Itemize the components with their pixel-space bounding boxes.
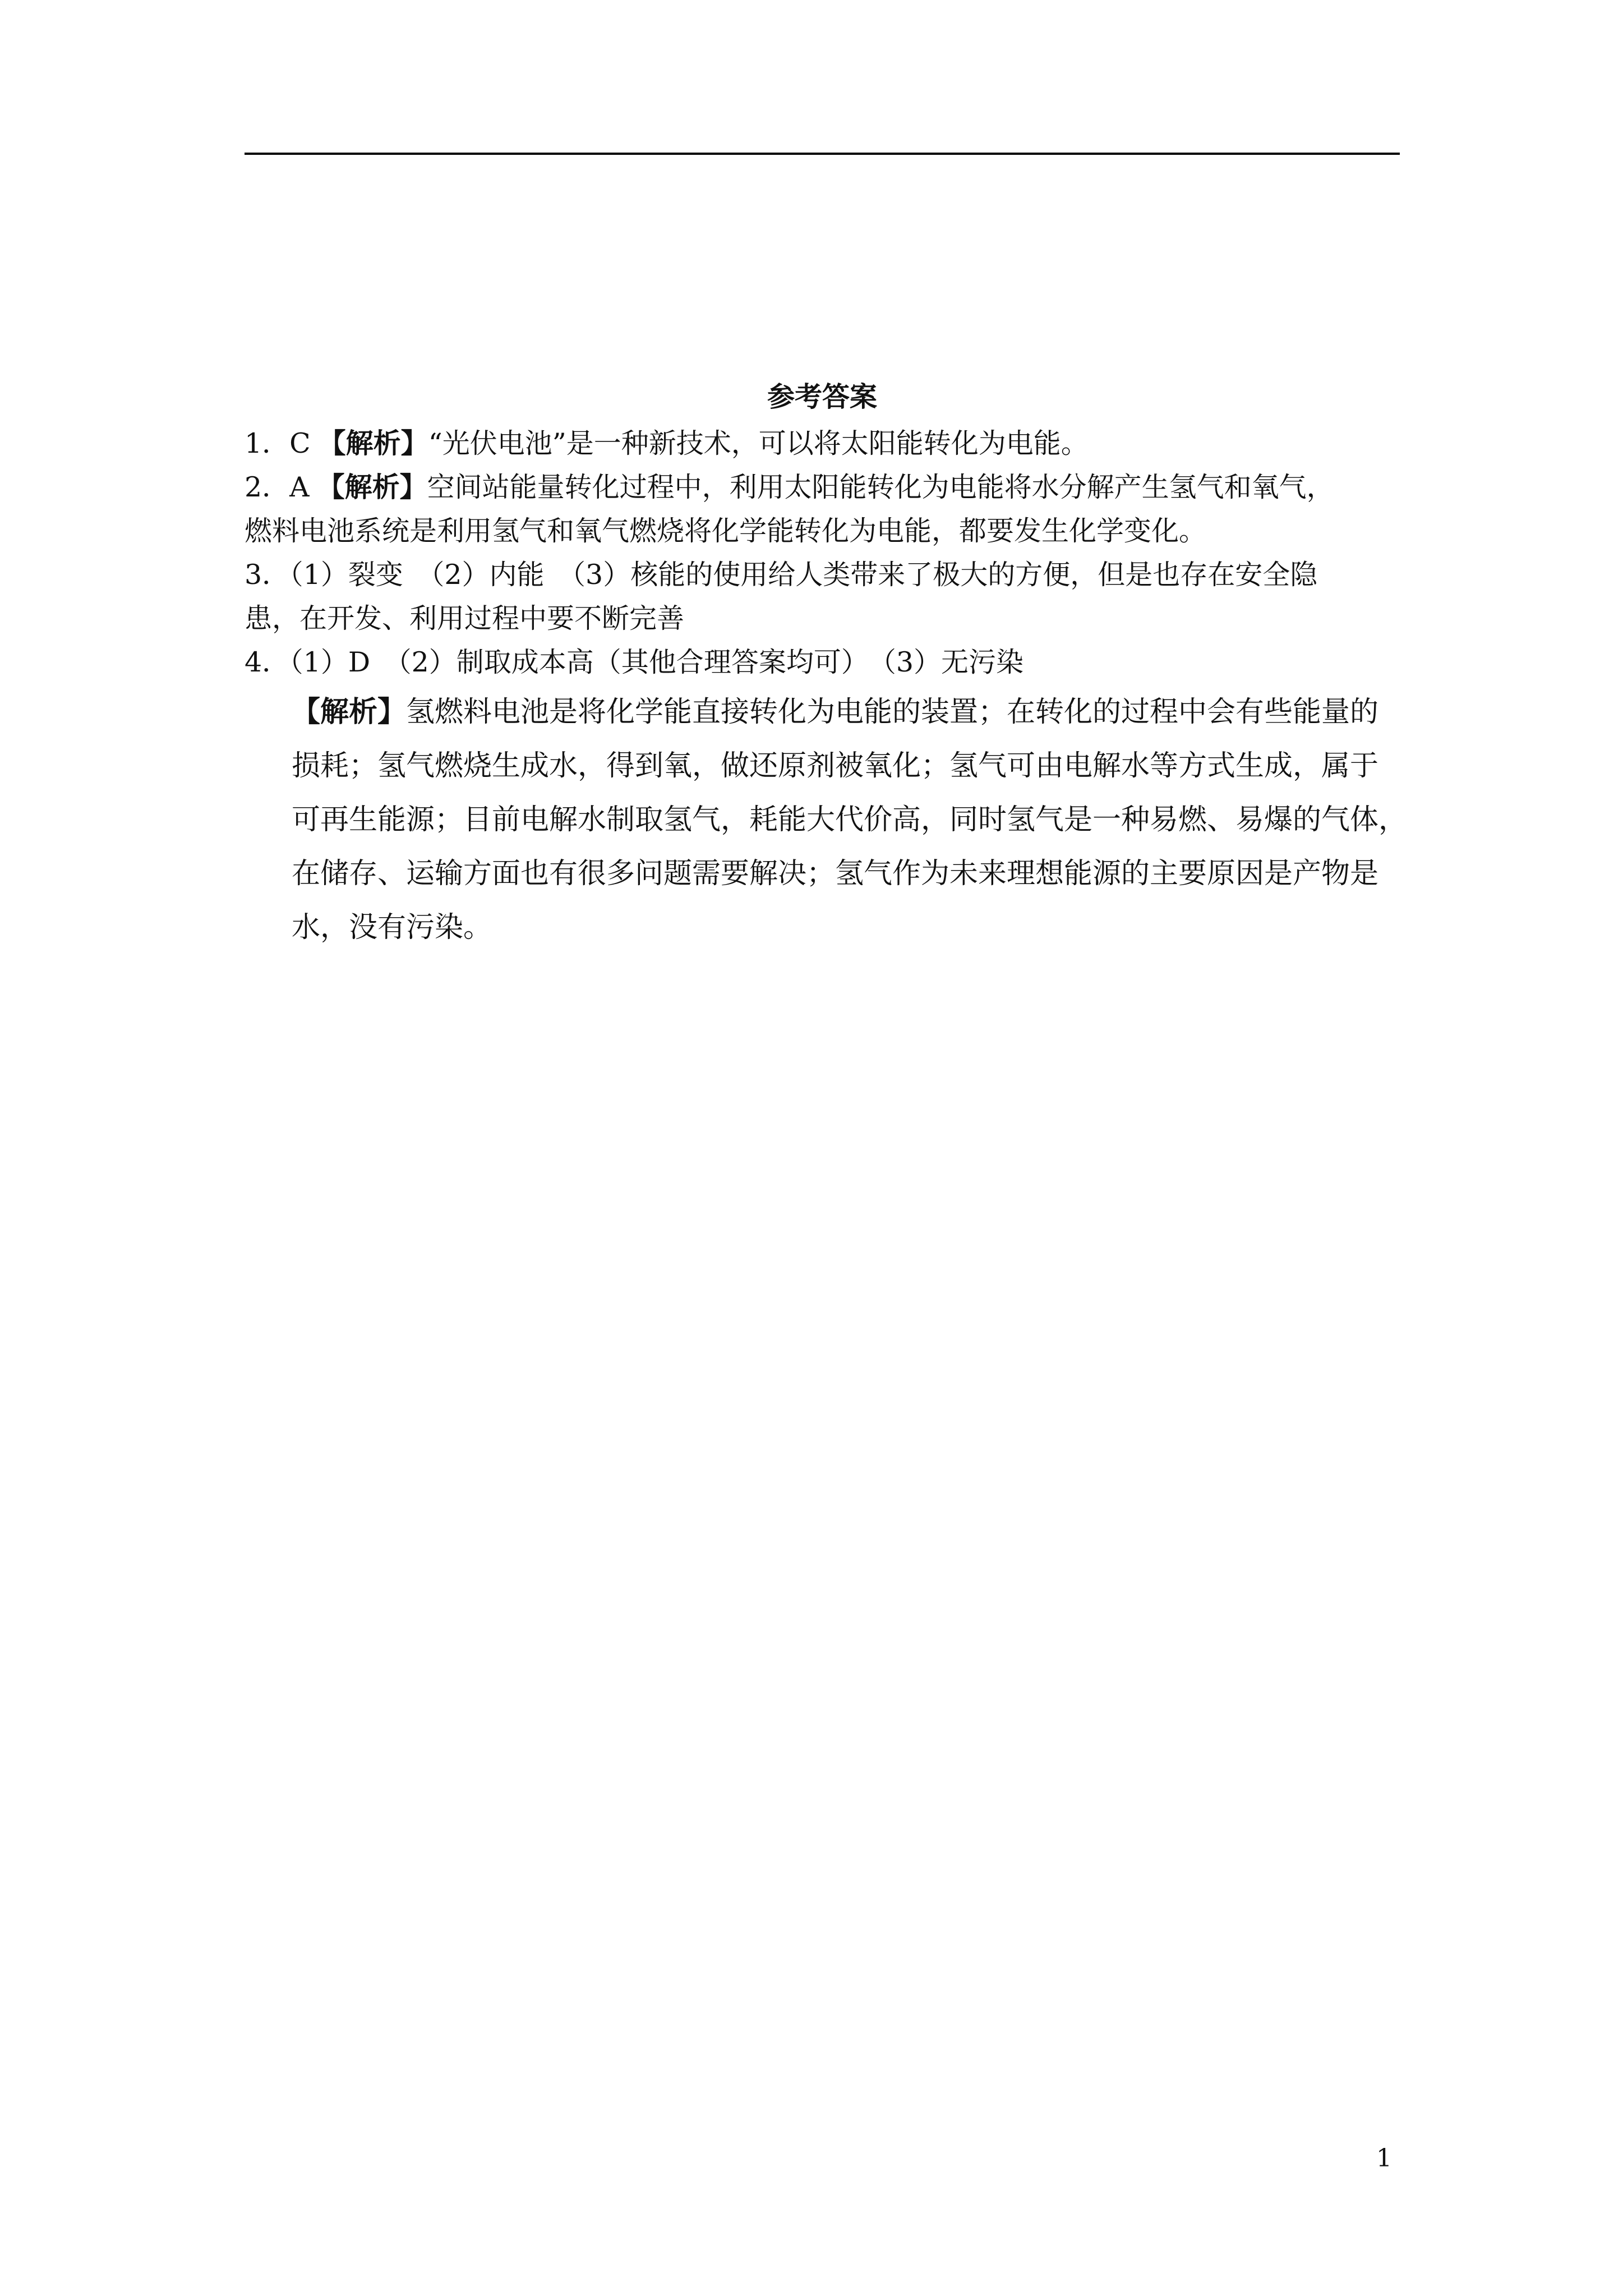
answer-key (245, 376, 1408, 955)
answer-1-line: “光伏电池”是一种新技术，可以将太阳能转化为电能。 (428, 427, 1089, 459)
answer-2-analysis-tag: 【解析】 (317, 471, 427, 503)
answer-2-number: 2．A (245, 471, 310, 503)
page-title: 参考答案 (767, 381, 877, 413)
answer-1 (245, 422, 1400, 466)
answer-1-analysis-tag: 【解析】 (318, 427, 428, 459)
answer-2-first-line (245, 466, 1400, 509)
explanation-line: 损耗；氢气燃烧生成水，得到氧，做还原剂被氧化；氢气可由电解水等方式生成，属于 (292, 749, 1379, 783)
explanation-line: 可再生能源；目前电解水制取氢气，耗能大代价高，同时氢气是一种易燃、易爆的气体， (292, 803, 1408, 836)
explanation-line: 氢燃料电池是将化学能直接转化为电能的装置；在转化的过程中会有些能量的 (406, 696, 1379, 729)
answer-3-line: 3．（1）裂变 （2）内能 （3）核能的使用给人类带来了极大的方便，但是也存在安全隐 (245, 559, 1318, 591)
answer-2-line: 空间站能量转化过程中，利用太阳能转化为电能将水分解产生氢气和氧气， (427, 471, 1334, 503)
answer-2 (245, 466, 1400, 553)
header-rule (245, 153, 1400, 155)
answer-4-line: 4．（1）D （2）制取成本高（其他合理答案均可） （3）无污染 (245, 646, 1023, 678)
answer-3 (245, 553, 1400, 641)
answer-4 (245, 641, 1400, 684)
answer-4-analysis-tag: 【解析】 (292, 696, 407, 729)
page-number: 1 (1376, 2144, 1392, 2173)
explanation-line: 在储存、运输方面也有很多问题需要解决；氢气作为未来理想能源的主要原因是产物是 (292, 857, 1379, 890)
answer-2-line: 燃料电池系统是利用氢气和氧气燃烧将化学能转化为电能，都要发生化学变化。 (245, 515, 1207, 547)
explanation-first-line (292, 685, 1400, 739)
answer-3-line: 患，在开发、利用过程中要不断完善 (245, 602, 685, 634)
answer-4-explanation (292, 685, 1408, 955)
answer-1-number: 1．C (245, 427, 311, 459)
explanation-line: 水，没有污染。 (292, 911, 492, 944)
